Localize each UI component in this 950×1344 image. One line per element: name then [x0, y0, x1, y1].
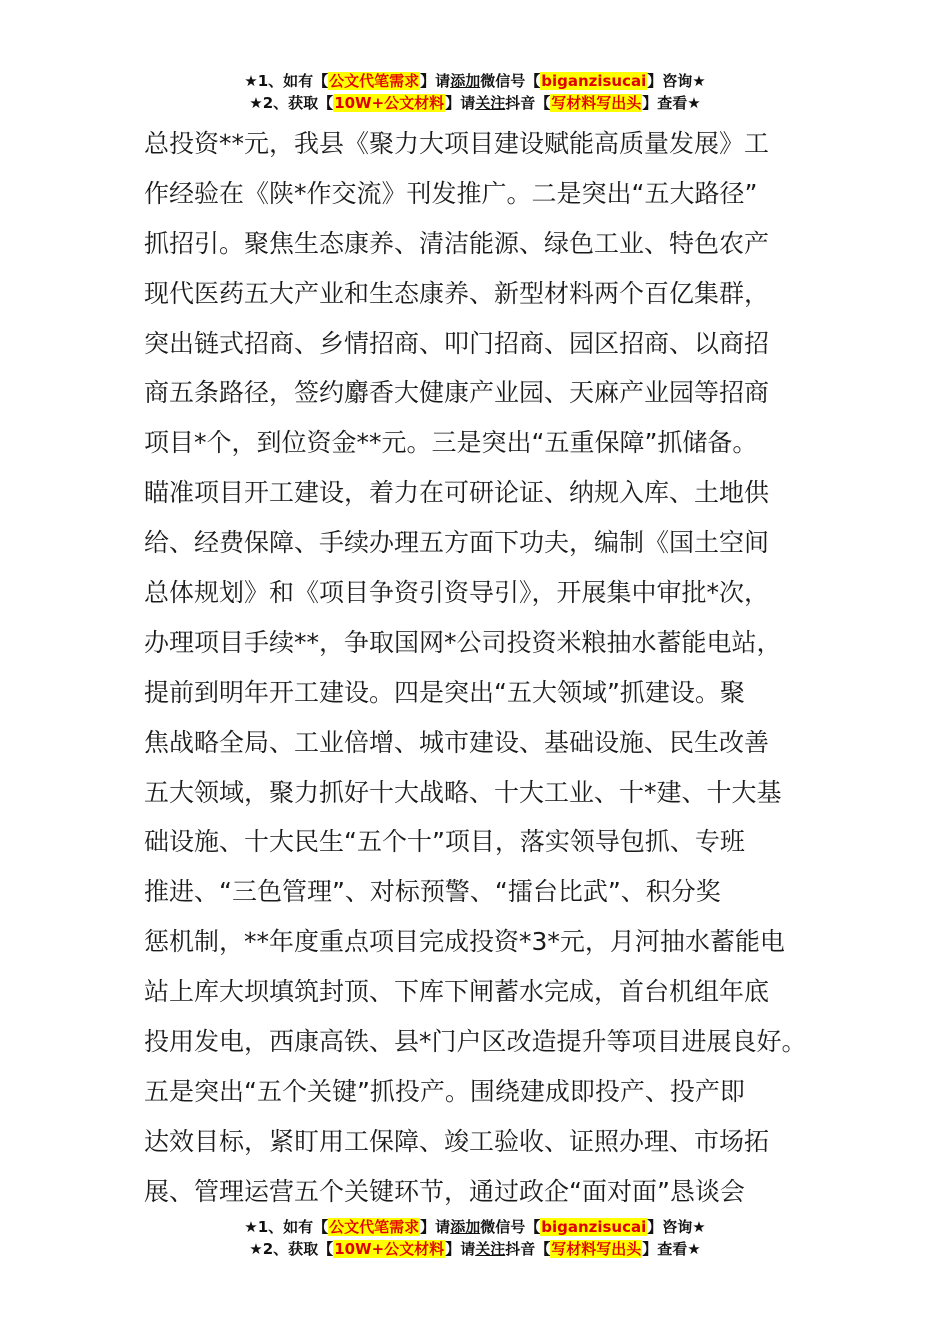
banner-text: 】请 [445, 94, 476, 112]
banner-text: 微信号【 [480, 72, 541, 90]
banner-text: 抖音【 [505, 94, 551, 112]
banner-text: 】请 [420, 72, 451, 90]
banner-text: 】咨询★ [647, 1218, 706, 1236]
banner-underlined: 添加 [450, 1218, 481, 1236]
body-line: 础设施、十大民生“五个十”项目，落实领导包抓、专班 [144, 827, 745, 857]
banner-highlight: 写材料写出头 [551, 94, 642, 112]
banner-text: 】咨询★ [647, 72, 706, 90]
body-line: 商五条路径，签约麝香大健康产业园、天麻产业园等招商 [144, 378, 770, 408]
banner-text: ★1、如有【 [244, 1218, 329, 1236]
banner-highlight: 写材料写出头 [551, 1240, 642, 1258]
body-line: 五是突出“五个关键”抓投产。围绕建成即投产、投产即 [144, 1076, 745, 1106]
body-line: 办理项目手续**，争取国网*公司投资米粮抽水蓄能电站， [144, 627, 782, 657]
banner-text: ★2、获取【 [249, 94, 334, 112]
body-line: 总体规划》和《项目争资引资导引》，开展集中审批*次， [144, 578, 770, 608]
banner-text: 】查看★ [642, 94, 701, 112]
banner-line-2 [0, 1238, 950, 1260]
body-line: 现代医药五大产业和生态康养、新型材料两个百亿集群， [144, 278, 770, 308]
banner-underlined: 添加 [450, 72, 481, 90]
banner-text: 】请 [445, 1240, 476, 1258]
body-line: 站上库大坝填筑封顶、下库下闸蓄水完成，首台机组年底 [144, 977, 770, 1007]
body-line: 瞄准项目开工建设，着力在可研论证、纳规入库、土地供 [144, 478, 770, 508]
banner-highlight: 10W+公文材料 [334, 94, 445, 112]
body-line: 惩机制，**年度重点项目完成投资*3*元，月河抽水蓄能电 [144, 927, 785, 957]
banner-text: 抖音【 [505, 1240, 551, 1258]
banner-text: 微信号【 [480, 1218, 541, 1236]
body-line: 焦战略全局、工业倍增、城市建设、基础设施、民生改善 [144, 727, 770, 757]
header-banner [0, 70, 950, 114]
document-body [144, 119, 824, 1217]
body-line: 突出链式招商、乡情招商、叩门招商、园区招商、以商招 [144, 328, 770, 358]
body-line: 展、管理运营五个关键环节，通过政企“面对面”恳谈会 [144, 1176, 745, 1206]
body-line: 提前到明年开工建设。四是突出“五大领域”抓建设。聚 [144, 677, 745, 707]
banner-text: 】请 [420, 1218, 451, 1236]
banner-line-1 [0, 70, 950, 92]
footer-banner [0, 1216, 950, 1260]
body-line: 投用发电，西康高铁、县*门户区改造提升等项目进展良好。 [144, 1027, 807, 1057]
banner-highlight: biganzisucai [541, 1218, 647, 1236]
banner-highlight: 公文代笔需求 [329, 72, 420, 90]
body-line: 项目*个，到位资金**元。三是突出“五重保障”抓储备。 [144, 428, 758, 458]
body-line: 抓招引。聚焦生态康养、清洁能源、绿色工业、特色农产 [144, 228, 770, 258]
body-line: 推进、“三色管理”、对标预警、“擂台比武”、积分奖 [144, 877, 721, 907]
banner-underlined: 关注 [475, 94, 506, 112]
body-line: 给、经费保障、手续办理五方面下功夫，编制《国土空间 [144, 528, 770, 558]
banner-line-1 [0, 1216, 950, 1238]
banner-text: ★1、如有【 [244, 72, 329, 90]
banner-highlight: 10W+公文材料 [334, 1240, 445, 1258]
body-line: 五大领域，聚力抓好十大战略、十大工业、十*建、十大基 [144, 777, 782, 807]
banner-line-2 [0, 92, 950, 114]
body-line: 作经验在《陕*作交流》刊发推广。二是突出“五大路径” [144, 178, 758, 208]
banner-highlight: 公文代笔需求 [329, 1218, 420, 1236]
banner-underlined: 关注 [475, 1240, 506, 1258]
banner-text: ★2、获取【 [249, 1240, 334, 1258]
body-line: 总投资**元，我县《聚力大项目建设赋能高质量发展》工 [144, 129, 770, 158]
body-line: 达效目标，紧盯用工保障、竣工验收、证照办理、市场拓 [144, 1126, 770, 1156]
banner-highlight: biganzisucai [541, 72, 647, 90]
banner-text: 】查看★ [642, 1240, 701, 1258]
